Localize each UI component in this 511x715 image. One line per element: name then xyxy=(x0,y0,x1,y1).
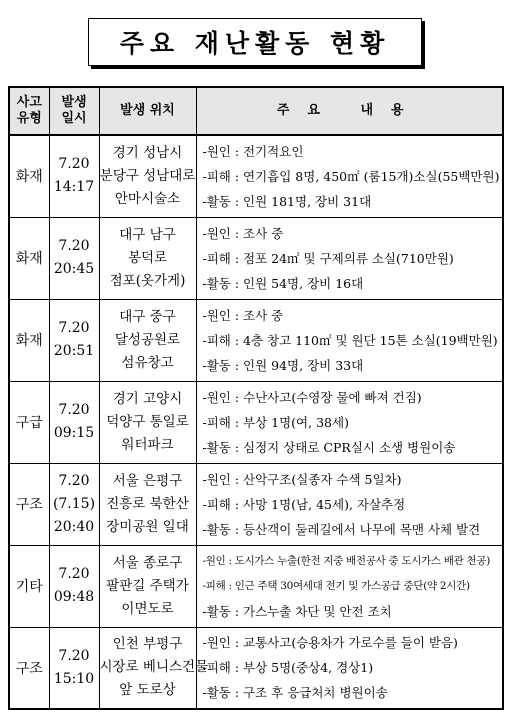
header-location: 발생 위치 xyxy=(99,87,196,135)
detail-cause: -원인 : 산악구조(실종자 수색 5일차) xyxy=(202,471,402,487)
incident-type: 구조 xyxy=(9,463,49,545)
header-datetime: 발생 일시 xyxy=(49,87,99,135)
incident-datetime: 7.20 20:51 xyxy=(49,299,99,381)
detail-activity: -활동 : 가스누출 차단 및 안전 조치 xyxy=(202,603,392,619)
incident-datetime: 7.20 15:10 xyxy=(49,627,99,709)
incident-type: 화재 xyxy=(9,299,49,381)
detail-activity: -활동 : 인원 54명, 장비 16대 xyxy=(202,275,364,291)
incident-type: 구조 xyxy=(9,627,49,709)
incident-type: 화재 xyxy=(9,217,49,299)
incident-location: 인천 부평구 시장로 베니스건물 앞 도로상 xyxy=(99,627,196,709)
table-row xyxy=(9,299,503,381)
incident-details xyxy=(196,545,503,627)
detail-activity: -활동 : 인원 181명, 장비 31대 xyxy=(202,193,372,209)
incident-datetime: 7.20 20:45 xyxy=(49,217,99,299)
detail-cause: -원인 : 교통사고(승용차가 가로수를 들이 받음) xyxy=(202,635,458,651)
header-incident-type: 사고 유형 xyxy=(9,87,49,135)
incident-type: 구급 xyxy=(9,381,49,463)
table-row xyxy=(9,463,503,545)
detail-damage: -피해 : 인근 주택 30여세대 전기 및 가스공급 중단(약 2시간) xyxy=(202,579,470,592)
incident-datetime: 7.20 (7.15) 20:40 xyxy=(49,463,99,545)
detail-cause: -원인 : 수난사고(수영장 물에 빠져 건짐) xyxy=(202,389,422,405)
table-row xyxy=(9,217,503,299)
table-header-row xyxy=(9,87,503,135)
incident-details xyxy=(196,381,503,463)
detail-activity: -활동 : 구조 후 응급처치 병원이송 xyxy=(202,685,388,701)
incident-details xyxy=(196,299,503,381)
incident-type: 화재 xyxy=(9,135,49,217)
page-title: 주요 재난활동 현황 xyxy=(88,18,422,66)
detail-cause: -원인 : 조사 중 xyxy=(202,225,284,241)
incident-type: 기타 xyxy=(9,545,49,627)
incident-datetime: 7.20 09:48 xyxy=(49,545,99,627)
detail-cause: -원인 : 조사 중 xyxy=(202,307,284,323)
table-row xyxy=(9,627,503,709)
detail-activity: -활동 : 등산객이 둘레길에서 나무에 목맨 사체 발견 xyxy=(202,521,481,537)
detail-damage: -피해 : 점포 24㎡ 및 구제의류 소실(710만원) xyxy=(202,250,454,266)
incident-details xyxy=(196,217,503,299)
incident-location: 경기 고양시 덕양구 통일로 워터파크 xyxy=(99,381,196,463)
incident-datetime: 7.20 14:17 xyxy=(49,135,99,217)
detail-cause: -원인 : 도시가스 누출(한전 지중 배전공사 중 도시가스 배관 천공) xyxy=(202,554,490,567)
table-row xyxy=(9,545,503,627)
incident-location: 대구 중구 달성공원로 섬유창고 xyxy=(99,299,196,381)
detail-damage: -피해 : 4층 창고 110㎡ 및 원단 15톤 소실(19백만원) xyxy=(202,332,498,348)
incident-location: 경기 성남시 분당구 성남대로 안마시술소 xyxy=(99,135,196,217)
detail-cause: -원인 : 전기적요인 xyxy=(202,143,304,159)
header-content: 주요 내용 xyxy=(196,87,503,135)
incident-details xyxy=(196,463,503,545)
incident-location: 서울 은평구 진흥로 북한산 장미공원 일대 xyxy=(99,463,196,545)
disaster-activity-table xyxy=(8,86,504,710)
table-row xyxy=(9,135,503,217)
incident-location: 대구 남구 봉덕로 점포(옷가게) xyxy=(99,217,196,299)
detail-activity: -활동 : 심정지 상태로 CPR실시 소생 병원이송 xyxy=(202,439,456,455)
detail-damage: -피해 : 부상 1명(여, 38세) xyxy=(202,414,349,430)
detail-damage: -피해 : 연기흡입 8명, 450㎡ (룸15개)소실(55백만원) xyxy=(202,168,500,184)
table-row xyxy=(9,381,503,463)
incident-location: 서울 종로구 팔판길 주택가 이면도로 xyxy=(99,545,196,627)
incident-details xyxy=(196,627,503,709)
incident-datetime: 7.20 09:15 xyxy=(49,381,99,463)
detail-damage: -피해 : 사망 1명(남, 45세), 자살추정 xyxy=(202,496,406,512)
detail-damage: -피해 : 부상 5명(중상4, 경상1) xyxy=(202,660,374,676)
incident-details xyxy=(196,135,503,217)
detail-activity: -활동 : 인원 94명, 장비 33대 xyxy=(202,357,364,373)
